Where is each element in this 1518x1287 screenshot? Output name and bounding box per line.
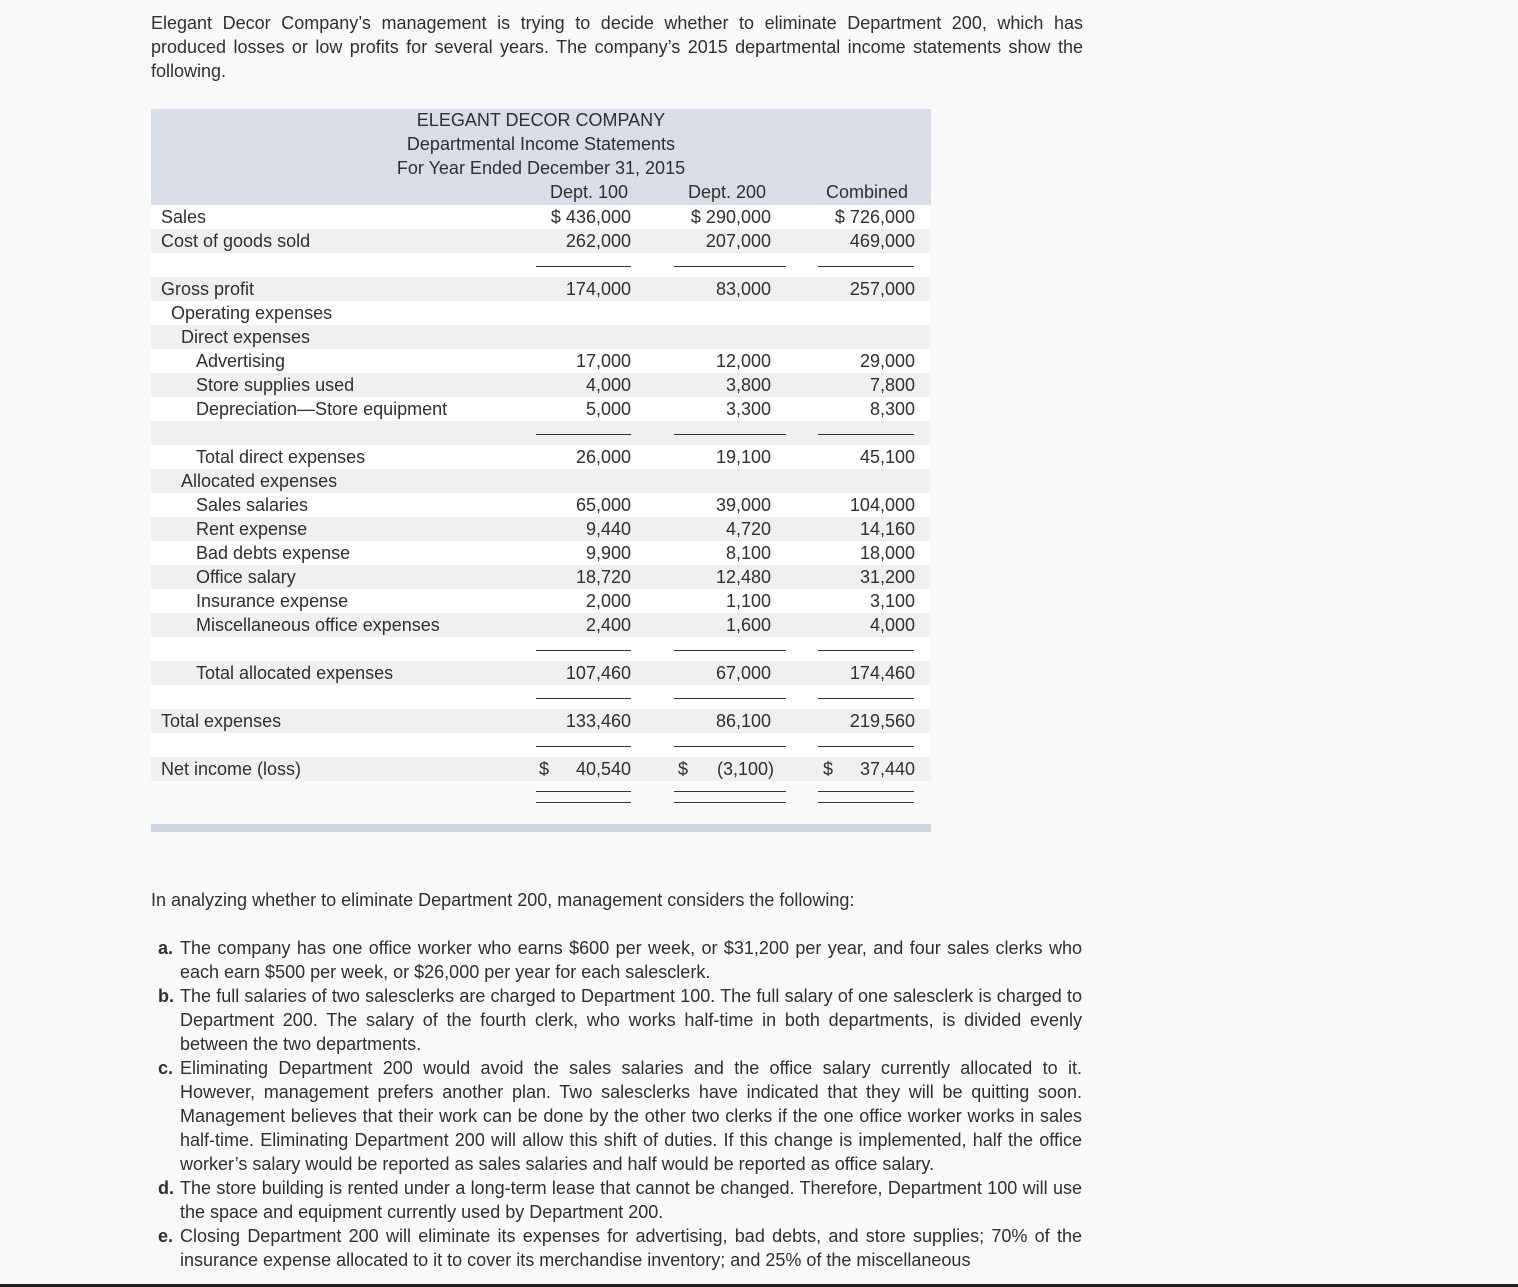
cell-dept-200: $ 290,000 [690, 207, 771, 227]
cell-dept-100: 2,400 [585, 615, 631, 635]
cell-combined: 469,000 [849, 231, 915, 251]
row-label: Rent expense [196, 519, 308, 539]
cell-dept-200: 83,000 [715, 279, 771, 299]
cell-dept-100: 133,460 [565, 711, 631, 731]
row-label: Sales salaries [196, 495, 309, 515]
considerations-list [158, 936, 1082, 1272]
table-row [151, 373, 931, 397]
subtotal-rule [818, 434, 914, 435]
cell-dept-200: 19,100 [715, 447, 771, 467]
table-row [151, 445, 931, 469]
total-double-rule [818, 802, 914, 803]
cell-dept-200: 4,720 [725, 519, 771, 539]
cell-combined: 18,000 [859, 543, 915, 563]
table-row [151, 517, 931, 541]
cell-dept-200: 12,000 [715, 351, 771, 371]
cell-combined: 104,000 [849, 495, 915, 515]
cell-combined: 4,000 [869, 615, 915, 635]
cell-dept-200: (3,100) [716, 759, 774, 779]
cell-dept-200: 67,000 [715, 663, 771, 683]
cell-dept-100: 2,000 [585, 591, 631, 611]
table-row [151, 709, 931, 733]
list-item [158, 1056, 1082, 1176]
intro-paragraph: Elegant Decor Company’s management is trying to decide whether to eliminate Department 200, which has produced losses or low profits for several years. The company’s 2015 departmental income statements show the following. [151, 13, 1083, 81]
row-label: Total allocated expenses [196, 663, 394, 683]
list-text: The company has one office worker who earns $600 per week, or $31,200 per year, and four sales clerks who each earn $500 per week, or $26,000 per year for each salesclerk. [180, 938, 1082, 982]
column-header-dept-100: Dept. 100 [549, 182, 629, 202]
subtotal-rule [536, 650, 631, 651]
list-marker: b. [158, 986, 174, 1006]
cell-dept-200: 1,100 [725, 591, 771, 611]
cell-dept-200: 12,480 [715, 567, 771, 587]
cell-dept-200: 86,100 [715, 711, 771, 731]
cell-combined: $ 726,000 [834, 207, 915, 227]
row-label: Cost of goods sold [161, 231, 311, 251]
income-statement-table [151, 109, 931, 832]
currency-symbol: $ [539, 759, 550, 779]
cell-dept-200: 207,000 [705, 231, 771, 251]
table-row [151, 685, 931, 709]
row-label: Advertising [196, 351, 286, 371]
cell-dept-100: $ 436,000 [550, 207, 631, 227]
subtotal-rule [536, 746, 631, 747]
table-row [151, 421, 931, 445]
subtotal-rule [536, 698, 631, 699]
subtotal-rule [674, 698, 786, 699]
row-label: Miscellaneous office expenses [196, 615, 440, 635]
table-row [151, 469, 931, 493]
cell-dept-100: 17,000 [575, 351, 631, 371]
row-label: Net income (loss) [161, 759, 302, 779]
table-row [151, 493, 931, 517]
currency-symbol: $ [678, 759, 689, 779]
list-item [158, 1224, 1082, 1272]
cell-dept-100: 262,000 [565, 231, 631, 251]
row-label: Operating expenses [171, 303, 333, 323]
subtotal-rule [674, 434, 786, 435]
total-double-rule [674, 802, 786, 803]
cell-dept-100: 174,000 [565, 279, 631, 299]
analysis-intro: In analyzing whether to eliminate Department 200, management considers the following: [151, 890, 855, 910]
total-double-rule [536, 802, 631, 803]
cell-combined: 31,200 [859, 567, 915, 587]
cell-dept-100: 107,460 [565, 663, 631, 683]
cell-combined: 8,300 [869, 399, 915, 419]
table-row [151, 397, 931, 421]
list-marker: e. [158, 1226, 174, 1246]
row-label: Bad debts expense [196, 543, 351, 563]
row-label: Insurance expense [196, 591, 349, 611]
table-row [151, 229, 931, 253]
column-header-combined: Combined [825, 182, 909, 202]
subtotal-rule [536, 266, 631, 267]
subtotal-rule [818, 266, 914, 267]
cell-combined: 14,160 [859, 519, 915, 539]
table-row [151, 589, 931, 613]
row-label: Total expenses [161, 711, 282, 731]
table-row [151, 349, 931, 373]
table-row [151, 757, 931, 781]
total-double-rule [818, 791, 914, 792]
list-item [158, 984, 1082, 1056]
row-label: Gross profit [161, 279, 255, 299]
cell-combined: 174,460 [849, 663, 915, 683]
table-row [151, 277, 931, 301]
subtotal-rule [818, 650, 914, 651]
cell-combined: 219,560 [849, 711, 915, 731]
row-label: Total direct expenses [196, 447, 366, 467]
cell-combined: 29,000 [859, 351, 915, 371]
cell-dept-100: 4,000 [585, 375, 631, 395]
currency-symbol: $ [823, 759, 834, 779]
table-row [151, 541, 931, 565]
cell-combined: 257,000 [849, 279, 915, 299]
cell-combined: 37,440 [859, 759, 915, 779]
list-marker: a. [158, 938, 174, 958]
table-row [151, 733, 931, 757]
cell-dept-100: 26,000 [575, 447, 631, 467]
statement-title: Departmental Income Statements [406, 134, 676, 154]
list-text: Closing Department 200 will eliminate its expenses for advertising, bad debts, and store supplies; 70% of the insurance expense allocated to it to cover its merchandise inventory; and 25% of the miscellaneous [180, 1226, 1082, 1270]
subtotal-rule [818, 746, 914, 747]
row-label: Direct expenses [181, 327, 311, 347]
row-label: Store supplies used [196, 375, 355, 395]
cell-dept-100: 9,900 [585, 543, 631, 563]
cell-dept-200: 3,300 [725, 399, 771, 419]
row-label: Allocated expenses [181, 471, 338, 491]
subtotal-rule [674, 266, 786, 267]
cell-dept-200: 3,800 [725, 375, 771, 395]
table-row [151, 565, 931, 589]
row-label: Depreciation—Store equipment [196, 399, 448, 419]
table-row [151, 301, 931, 325]
subtotal-rule [674, 650, 786, 651]
subtotal-rule [674, 746, 786, 747]
table-row [151, 205, 931, 229]
statement-period: For Year Ended December 31, 2015 [396, 158, 686, 178]
cell-dept-200: 1,600 [725, 615, 771, 635]
cell-combined: 3,100 [869, 591, 915, 611]
list-text: Eliminating Department 200 would avoid the sales salaries and the office salary currently allocated to it. However, management prefers another plan. Two salesclerks have indicated that they will be quitting soon. Management believes that their work can be done by the other two clerks if the one office worker works in sales half-time. Eliminating Department 200 will allow this shift of duties. If this change is implemented, half the office worker’s salary would be reported as sales salaries and half would be reported as office salary. [180, 1058, 1082, 1174]
table-row [151, 637, 931, 661]
column-header-dept-200: Dept. 200 [687, 182, 767, 202]
row-label: Office salary [196, 567, 296, 587]
cell-combined: 45,100 [859, 447, 915, 467]
cell-dept-100: 5,000 [585, 399, 631, 419]
list-text: The full salaries of two salesclerks are charged to Department 100. The full salary of one salesclerk is charged to Department 200. The salary of the fourth clerk, who works half-time in both departments, is divided evenly between the two departments. [180, 986, 1082, 1054]
total-double-rule [674, 791, 786, 792]
table-row [151, 613, 931, 637]
table-row [151, 253, 931, 277]
total-double-rule [536, 791, 631, 792]
list-text: The store building is rented under a long-term lease that cannot be changed. Therefore, Department 100 will use the space and equipment currently used by Department 200. [180, 1178, 1082, 1222]
cell-dept-100: 65,000 [575, 495, 631, 515]
row-label: Sales [161, 207, 207, 227]
cell-dept-100: 18,720 [575, 567, 631, 587]
cell-dept-200: 39,000 [715, 495, 771, 515]
subtotal-rule [536, 434, 631, 435]
subtotal-rule [818, 698, 914, 699]
table-footer-bar [151, 824, 931, 832]
list-marker: c. [158, 1058, 174, 1078]
cell-dept-200: 8,100 [725, 543, 771, 563]
table-row [151, 325, 931, 349]
table-row [151, 661, 931, 685]
list-marker: d. [158, 1178, 174, 1198]
list-item [158, 936, 1082, 984]
list-item [158, 1176, 1082, 1224]
cell-dept-100: 40,540 [575, 759, 631, 779]
cell-combined: 7,800 [869, 375, 915, 395]
company-name: ELEGANT DECOR COMPANY [416, 110, 666, 130]
cell-dept-100: 9,440 [585, 519, 631, 539]
